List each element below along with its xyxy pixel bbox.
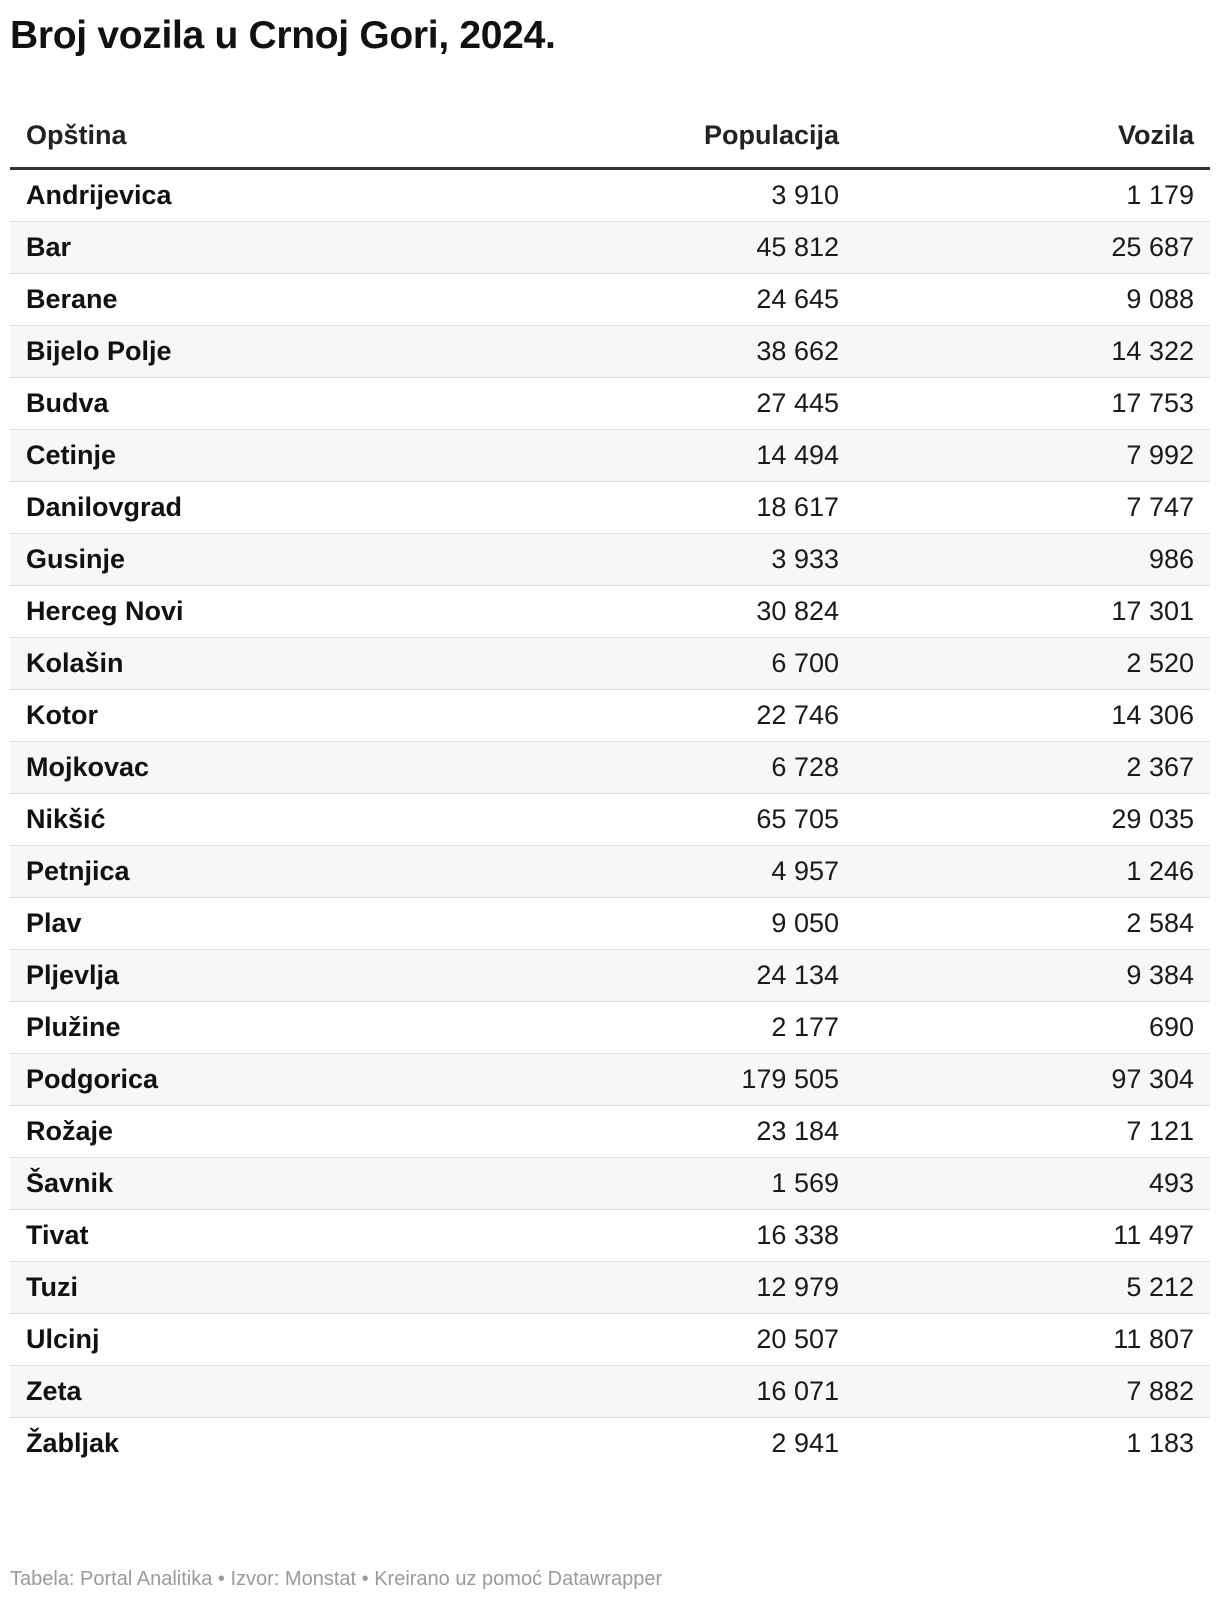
table-row xyxy=(10,638,1210,690)
cell-populacija: 2 941 xyxy=(771,1428,839,1458)
table-row xyxy=(10,690,1210,742)
header-row xyxy=(10,103,1210,169)
cell-vozila: 2 584 xyxy=(855,898,1210,950)
footer-made-with-link[interactable]: Kreirano uz pomoć Datawrapper xyxy=(374,1568,663,1590)
cell-vozila: 493 xyxy=(855,1158,1210,1210)
cell-opstina: Danilovgrad xyxy=(10,482,526,534)
cell-vozila: 1 179 xyxy=(855,169,1210,222)
cell-vozila: 14 306 xyxy=(855,690,1210,742)
table-row xyxy=(10,586,1210,638)
cell-populacija: 16 071 xyxy=(526,1366,855,1418)
table-body xyxy=(10,169,1210,1470)
page-title: Broj vozila u Crnoj Gori, 2024. xyxy=(10,14,556,57)
cell-vozila: 9 088 xyxy=(855,274,1210,326)
column-header-opstina[interactable]: Opština xyxy=(10,103,526,169)
footer-separator: • xyxy=(356,1568,375,1590)
cell-opstina: Berane xyxy=(10,274,526,326)
cell-opstina: Gusinje xyxy=(10,534,526,586)
footer-source: Izvor: Monstat xyxy=(230,1568,357,1590)
cell-vozila: 14 322 xyxy=(855,326,1210,378)
cell-opstina: Petnjica xyxy=(10,846,526,898)
table-row xyxy=(10,950,1210,1002)
cell-populacija: 18 617 xyxy=(526,482,855,534)
table-row xyxy=(10,1366,1210,1418)
table-row xyxy=(10,1210,1210,1262)
cell-opstina: Bijelo Polje xyxy=(10,326,526,378)
table-row xyxy=(10,534,1210,586)
footer-credits xyxy=(10,1568,662,1591)
cell-vozila: 7 121 xyxy=(855,1106,1210,1158)
cell-vozila: 17 301 xyxy=(855,586,1210,638)
table-row xyxy=(10,222,1210,274)
table-row xyxy=(10,1418,1210,1470)
cell-vozila: 1 183 xyxy=(1126,1428,1194,1458)
cell-populacija: 38 662 xyxy=(526,326,855,378)
footer-table-credit: Tabela: Portal Analitika xyxy=(10,1568,213,1590)
cell-populacija: 4 957 xyxy=(526,846,855,898)
cell-opstina: Herceg Novi xyxy=(10,586,526,638)
footer-separator: • xyxy=(212,1568,231,1590)
cell-opstina: Tivat xyxy=(10,1210,526,1262)
cell-opstina: Budva xyxy=(10,378,526,430)
cell-opstina: Žabljak xyxy=(26,1428,120,1458)
table-row xyxy=(10,378,1210,430)
cell-populacija: 2 177 xyxy=(526,1002,855,1054)
table-row xyxy=(10,846,1210,898)
cell-populacija: 23 184 xyxy=(526,1106,855,1158)
cell-opstina: Kolašin xyxy=(10,638,526,690)
table-row xyxy=(10,1158,1210,1210)
cell-populacija: 22 746 xyxy=(526,690,855,742)
cell-populacija: 6 728 xyxy=(526,742,855,794)
table-row xyxy=(10,1106,1210,1158)
cell-vozila: 9 384 xyxy=(855,950,1210,1002)
table-header xyxy=(10,103,1210,169)
cell-vozila: 29 035 xyxy=(855,794,1210,846)
cell-vozila: 5 212 xyxy=(855,1262,1210,1314)
cell-opstina: Plav xyxy=(10,898,526,950)
cell-populacija: 1 569 xyxy=(526,1158,855,1210)
cell-populacija: 24 134 xyxy=(526,950,855,1002)
cell-populacija: 3 910 xyxy=(526,169,855,222)
table-row xyxy=(10,1262,1210,1314)
vehicles-table xyxy=(10,103,1210,1469)
table-row xyxy=(10,898,1210,950)
cell-populacija: 24 645 xyxy=(526,274,855,326)
cell-populacija: 9 050 xyxy=(526,898,855,950)
cell-opstina: Kotor xyxy=(10,690,526,742)
cell-opstina: Rožaje xyxy=(10,1106,526,1158)
table-row xyxy=(10,1314,1210,1366)
cell-opstina: Podgorica xyxy=(10,1054,526,1106)
cell-vozila: 11 497 xyxy=(855,1210,1210,1262)
table-row xyxy=(10,430,1210,482)
table-row xyxy=(10,794,1210,846)
cell-populacija: 30 824 xyxy=(526,586,855,638)
cell-populacija: 65 705 xyxy=(526,794,855,846)
cell-opstina: Bar xyxy=(10,222,526,274)
cell-opstina: Tuzi xyxy=(10,1262,526,1314)
column-header-vozila[interactable]: Vozila xyxy=(855,103,1210,169)
cell-vozila: 2 367 xyxy=(855,742,1210,794)
cell-opstina: Ulcinj xyxy=(10,1314,526,1366)
cell-opstina: Šavnik xyxy=(10,1158,526,1210)
cell-populacija: 12 979 xyxy=(526,1262,855,1314)
cell-opstina: Mojkovac xyxy=(10,742,526,794)
cell-populacija: 3 933 xyxy=(526,534,855,586)
cell-opstina: Andrijevica xyxy=(10,169,526,222)
cell-vozila: 11 807 xyxy=(855,1314,1210,1366)
table-row xyxy=(10,169,1210,222)
cell-vozila: 7 992 xyxy=(855,430,1210,482)
cell-vozila: 7 747 xyxy=(855,482,1210,534)
cell-populacija: 20 507 xyxy=(526,1314,855,1366)
cell-opstina: Zeta xyxy=(10,1366,526,1418)
table-row xyxy=(10,326,1210,378)
table-row xyxy=(10,742,1210,794)
cell-populacija: 6 700 xyxy=(526,638,855,690)
table-row xyxy=(10,274,1210,326)
column-header-populacija[interactable]: Populacija xyxy=(526,103,855,169)
cell-vozila: 97 304 xyxy=(855,1054,1210,1106)
data-table-container xyxy=(10,103,1210,1469)
cell-populacija: 16 338 xyxy=(526,1210,855,1262)
cell-vozila: 7 882 xyxy=(855,1366,1210,1418)
cell-populacija: 27 445 xyxy=(526,378,855,430)
cell-opstina: Pljevlja xyxy=(10,950,526,1002)
cell-vozila: 690 xyxy=(855,1002,1210,1054)
cell-populacija: 179 505 xyxy=(526,1054,855,1106)
cell-opstina: Nikšić xyxy=(10,794,526,846)
cell-vozila: 17 753 xyxy=(855,378,1210,430)
cell-vozila: 1 246 xyxy=(855,846,1210,898)
cell-vozila: 986 xyxy=(855,534,1210,586)
cell-opstina: Plužine xyxy=(10,1002,526,1054)
table-row xyxy=(10,482,1210,534)
cell-populacija: 14 494 xyxy=(526,430,855,482)
cell-opstina: Cetinje xyxy=(10,430,526,482)
cell-vozila: 2 520 xyxy=(855,638,1210,690)
cell-populacija: 45 812 xyxy=(526,222,855,274)
table-row xyxy=(10,1054,1210,1106)
cell-vozila: 25 687 xyxy=(855,222,1210,274)
table-row xyxy=(10,1002,1210,1054)
